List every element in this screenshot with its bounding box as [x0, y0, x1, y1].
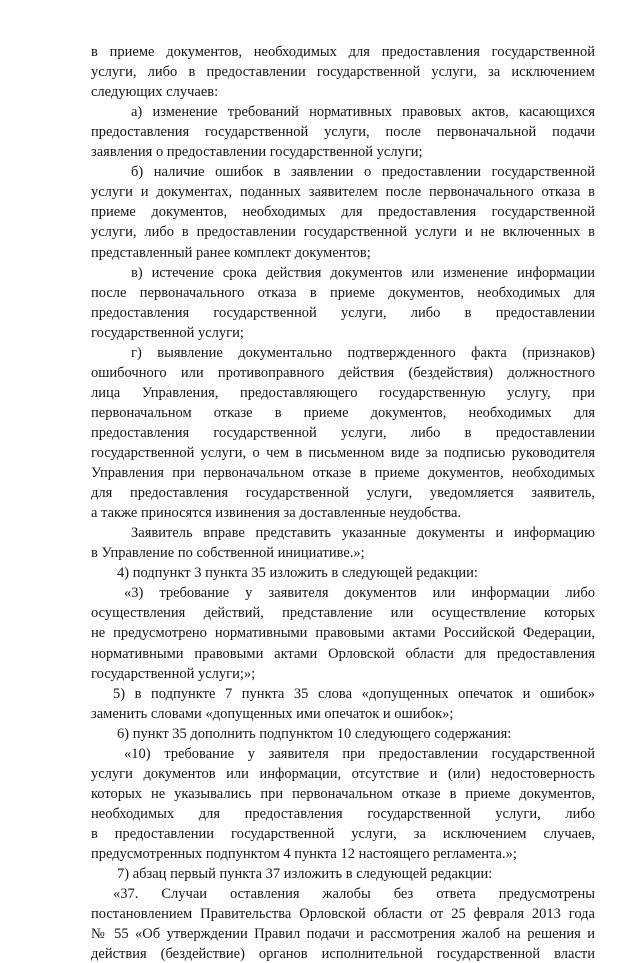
text-line: услуги, либо в предоставлении государственной услуги и не включенных в — [91, 224, 595, 240]
text-line: в Управление по собственной инициативе.»; — [91, 545, 365, 561]
text-line: в приеме документов, необходимых для предоставления государственной — [91, 44, 595, 60]
text-line: действия (бездействие) органов исполнительной государственной власти — [91, 946, 595, 962]
text-line: услуги и документах, поданных заявителем после первоначального отказа в — [91, 184, 595, 200]
text-line: первоначальном отказе в приеме документов, необходимых для — [91, 405, 595, 421]
text-line: нормативными правовыми актами Орловской области для предоставления — [91, 646, 595, 662]
text-line: а также приносятся извинения за доставленные неудобства. — [91, 505, 462, 521]
text-line: предоставления государственной услуги, либо в предоставлении — [91, 425, 595, 441]
text-line: лица Управления, предоставляющего государственную услугу, при — [91, 385, 595, 401]
text-line: 7) абзац первый пункта 37 изложить в следующей редакции: — [117, 866, 493, 882]
text-line: Управления при первоначальном отказе в приеме документов, необходимых — [91, 465, 595, 481]
text-line: осуществления действий, представление или осуществление которых — [91, 605, 595, 621]
text-line: г) выявление документально подтвержденного факта (признаков) — [131, 345, 595, 361]
text-line: б) наличие ошибок в заявлении о предоставлении государственной — [131, 164, 595, 180]
text-line: ошибочного или противоправного действия (бездействия) должностного — [91, 365, 595, 381]
text-line: следующих случаев: — [91, 84, 219, 100]
text-line: государственной услуги, о чем в письменном виде за подписью руководителя — [91, 445, 595, 461]
text-line: 4) подпункт 3 пункта 35 изложить в следующей редакции: — [117, 565, 478, 581]
text-line: предусмотренных подпунктом 4 пункта 12 настоящего регламента.»; — [91, 846, 517, 862]
text-line: предоставления государственной услуги, либо в предоставлении — [91, 305, 595, 321]
text-line: услуги, либо в предоставлении государственной услуги, за исключением — [91, 64, 595, 80]
text-line: государственной услуги;»; — [91, 666, 256, 682]
text-line: Заявитель вправе представить указанные документы и информацию — [131, 525, 595, 541]
text-line: после первоначального отказа в приеме документов, необходимых для — [91, 285, 595, 301]
text-line: которых не указывались при первоначальном отказе в приеме документов, — [91, 786, 595, 802]
text-line: не предусмотрено нормативными правовыми актами Российской Федерации, — [91, 625, 595, 641]
text-line: в предоставлении государственной услуги, за исключением случаев, — [91, 826, 595, 842]
text-line: «10) требование у заявителя при предоставлении государственной — [124, 746, 595, 762]
text-line: представленный ранее комплект документов; — [91, 245, 371, 261]
text-line: 5) в подпункте 7 пункта 35 слова «допущенных опечаток и ошибок» — [113, 686, 595, 702]
text-line: № 55 «Об утверждении Правил подачи и рассмотрения жалоб на решения и — [91, 926, 595, 942]
text-line: государственной услуги; — [91, 325, 244, 341]
text-line: «3) требование у заявителя документов или информации либо — [124, 585, 595, 601]
text-line: постановлением Правительства Орловской области от 25 февраля 2013 года — [91, 906, 595, 922]
text-line: приеме документов, необходимых для предоставления государственной — [91, 204, 595, 220]
text-line: в) истечение срока действия документов или изменение информации — [131, 265, 595, 281]
text-line: для предоставления государственной услуги, уведомляется заявитель, — [91, 485, 595, 501]
text-line: необходимых для предоставления государственной услуги, либо — [91, 806, 595, 822]
text-line: услуги документов или информации, отсутствие и (или) недостоверность — [91, 766, 595, 782]
text-line: заменить словами «допущенных ими опечаток и ошибок»; — [91, 706, 454, 722]
text-line: предоставления государственной услуги, после первоначальной подачи — [91, 124, 595, 140]
text-line: «37. Случаи оставления жалобы без ответа предусмотрены — [113, 886, 595, 902]
text-line: заявления о предоставлении государственной услуги; — [91, 144, 423, 160]
text-line: а) изменение требований нормативных правовых актов, касающихся — [131, 104, 595, 120]
text-line: 6) пункт 35 дополнить подпунктом 10 следующего содержания: — [117, 726, 512, 742]
